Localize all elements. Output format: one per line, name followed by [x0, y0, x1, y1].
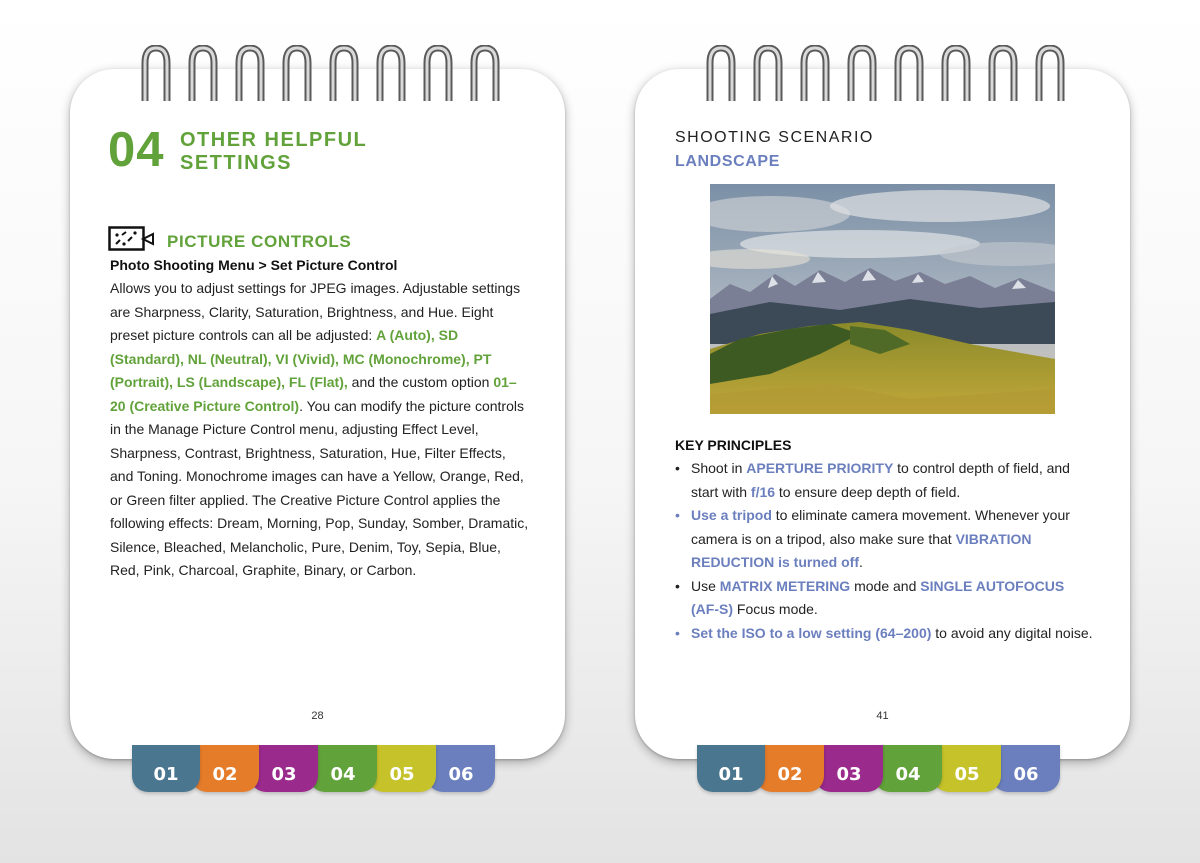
- spiral-ring: [422, 45, 454, 102]
- list-item: [675, 622, 1095, 646]
- chapter-tab-06[interactable]: 06: [992, 745, 1060, 792]
- spiral-ring: [799, 45, 831, 102]
- chapter-tab-04[interactable]: 04: [874, 745, 942, 792]
- picture-controls-icon: [108, 226, 156, 252]
- bullet-text: to eliminate camera movement. Whenever your camera is on a tripod, also make sure that: [691, 507, 1070, 547]
- chapter-number: 04: [108, 123, 165, 177]
- picture-controls-description: [110, 277, 530, 583]
- right-page: [635, 69, 1130, 759]
- bullet-highlight: Set the ISO to a low setting (64–200): [691, 624, 932, 641]
- chapter-tabs: [132, 745, 512, 793]
- bullet-highlight: Use a tripod: [691, 507, 772, 523]
- chapter-tab-01[interactable]: 01: [132, 745, 200, 792]
- chapter-tab-03[interactable]: 03: [250, 745, 318, 792]
- spiral-ring: [987, 45, 1019, 102]
- list-item: [675, 575, 1095, 622]
- section-title: PICTURE CONTROLS: [167, 232, 352, 251]
- spiral-ring: [140, 45, 172, 102]
- right-notebook: [635, 45, 1130, 805]
- key-principles-title: KEY PRINCIPLES: [675, 437, 792, 453]
- chapter-tab-03[interactable]: 03: [815, 745, 883, 792]
- bullet-text: to avoid any digital noise.: [931, 624, 1093, 641]
- chapter-tab-02[interactable]: 02: [191, 745, 259, 792]
- spiral-ring: [752, 45, 784, 102]
- chapter-tab-05[interactable]: 05: [368, 745, 436, 792]
- chapter-tab-06[interactable]: 06: [427, 745, 495, 792]
- spiral-ring: [893, 45, 925, 102]
- bullet-text: Shoot in: [691, 460, 747, 476]
- chapter-tab-05[interactable]: 05: [933, 745, 1001, 792]
- spiral-ring: [281, 45, 313, 102]
- bullet-icon: •: [675, 577, 680, 594]
- spiral-ring: [187, 45, 219, 102]
- body-text: and the custom option: [347, 374, 494, 390]
- scenario-label: SHOOTING SCENARIO: [675, 129, 874, 146]
- bullet-text: .: [859, 554, 863, 570]
- menu-path: Photo Shooting Menu > Set Picture Control: [110, 257, 398, 273]
- key-principles-list: [675, 457, 1095, 645]
- spiral-binding: [140, 45, 500, 105]
- spiral-ring: [940, 45, 972, 102]
- list-item: [675, 457, 1095, 504]
- preset-controls-highlight: A (Auto), SD (Standard), NL (Neutral), VI (Vivid), MC (Monochrome), PT (Portrait), LS (Landscape), FL (Flat),: [110, 327, 492, 390]
- chapter-tab-02[interactable]: 02: [756, 745, 824, 792]
- spiral-ring: [375, 45, 407, 102]
- left-notebook: [70, 45, 565, 805]
- bullet-text: to ensure deep depth of field.: [775, 483, 961, 500]
- bullet-icon: •: [675, 624, 680, 641]
- page-number: 41: [876, 710, 889, 722]
- landscape-photo: [710, 184, 1055, 414]
- bullet-text: Focus mode.: [733, 601, 818, 617]
- bullet-highlight: MATRIX METERING: [719, 577, 851, 594]
- bullet-highlight: APERTURE PRIORITY: [746, 460, 894, 476]
- chapter-tab-01[interactable]: 01: [697, 745, 765, 792]
- spiral-ring: [846, 45, 878, 102]
- scenario-name: LANDSCAPE: [675, 153, 780, 170]
- bullet-highlight: SINGLE AUTOFOCUS (AF-S): [691, 577, 1065, 617]
- page-number: 28: [311, 710, 324, 722]
- spiral-binding: [705, 45, 1065, 105]
- chapter-tab-04[interactable]: 04: [309, 745, 377, 792]
- bullet-text: to control depth of field, and start with: [691, 460, 1070, 500]
- bullet-text: mode and: [850, 577, 921, 594]
- spiral-ring: [705, 45, 737, 102]
- bullet-icon: •: [675, 460, 680, 476]
- left-page: [70, 69, 565, 759]
- spiral-ring: [469, 45, 501, 102]
- bullet-highlight: VIBRATION REDUCTION is turned off: [691, 530, 1032, 570]
- body-text: . You can modify the picture controls in the Manage Picture Control menu, adjusting Effect Level, Sharpness, Contrast, Brightness, Saturation, Hue, Filter Effects, and Toning. Monochrome images can have a Yellow, Orange, Red, or Green filter applied. The Creative Picture Control applies the following effects: Dream, Morning, Pop, Sunday, Somber, Dramatic, Silence, Bleached, Melancholic, Pure, Denim, Toy, Sepia, Blue, Red, Pink, Charcoal, Graphite, Binary, or Carbon.: [110, 397, 529, 578]
- chapter-tabs: [697, 745, 1077, 793]
- bullet-highlight: f/16: [750, 483, 776, 500]
- body-text: Allows you to adjust settings for JPEG images. Adjustable settings are Sharpness, Clarity, Saturation, Brightness, and Hue. Eight preset picture controls can all be adjusted:: [110, 280, 521, 343]
- spiral-ring: [234, 45, 266, 102]
- spiral-ring: [1034, 45, 1066, 102]
- bullet-text: Use: [691, 577, 720, 594]
- spiral-ring: [328, 45, 360, 102]
- bullet-icon: •: [675, 507, 680, 523]
- creative-control-highlight: 01–20 (Creative Picture Control): [110, 374, 517, 414]
- list-item: [675, 504, 1095, 575]
- chapter-title: OTHER HELPFUL SETTINGS: [180, 129, 367, 174]
